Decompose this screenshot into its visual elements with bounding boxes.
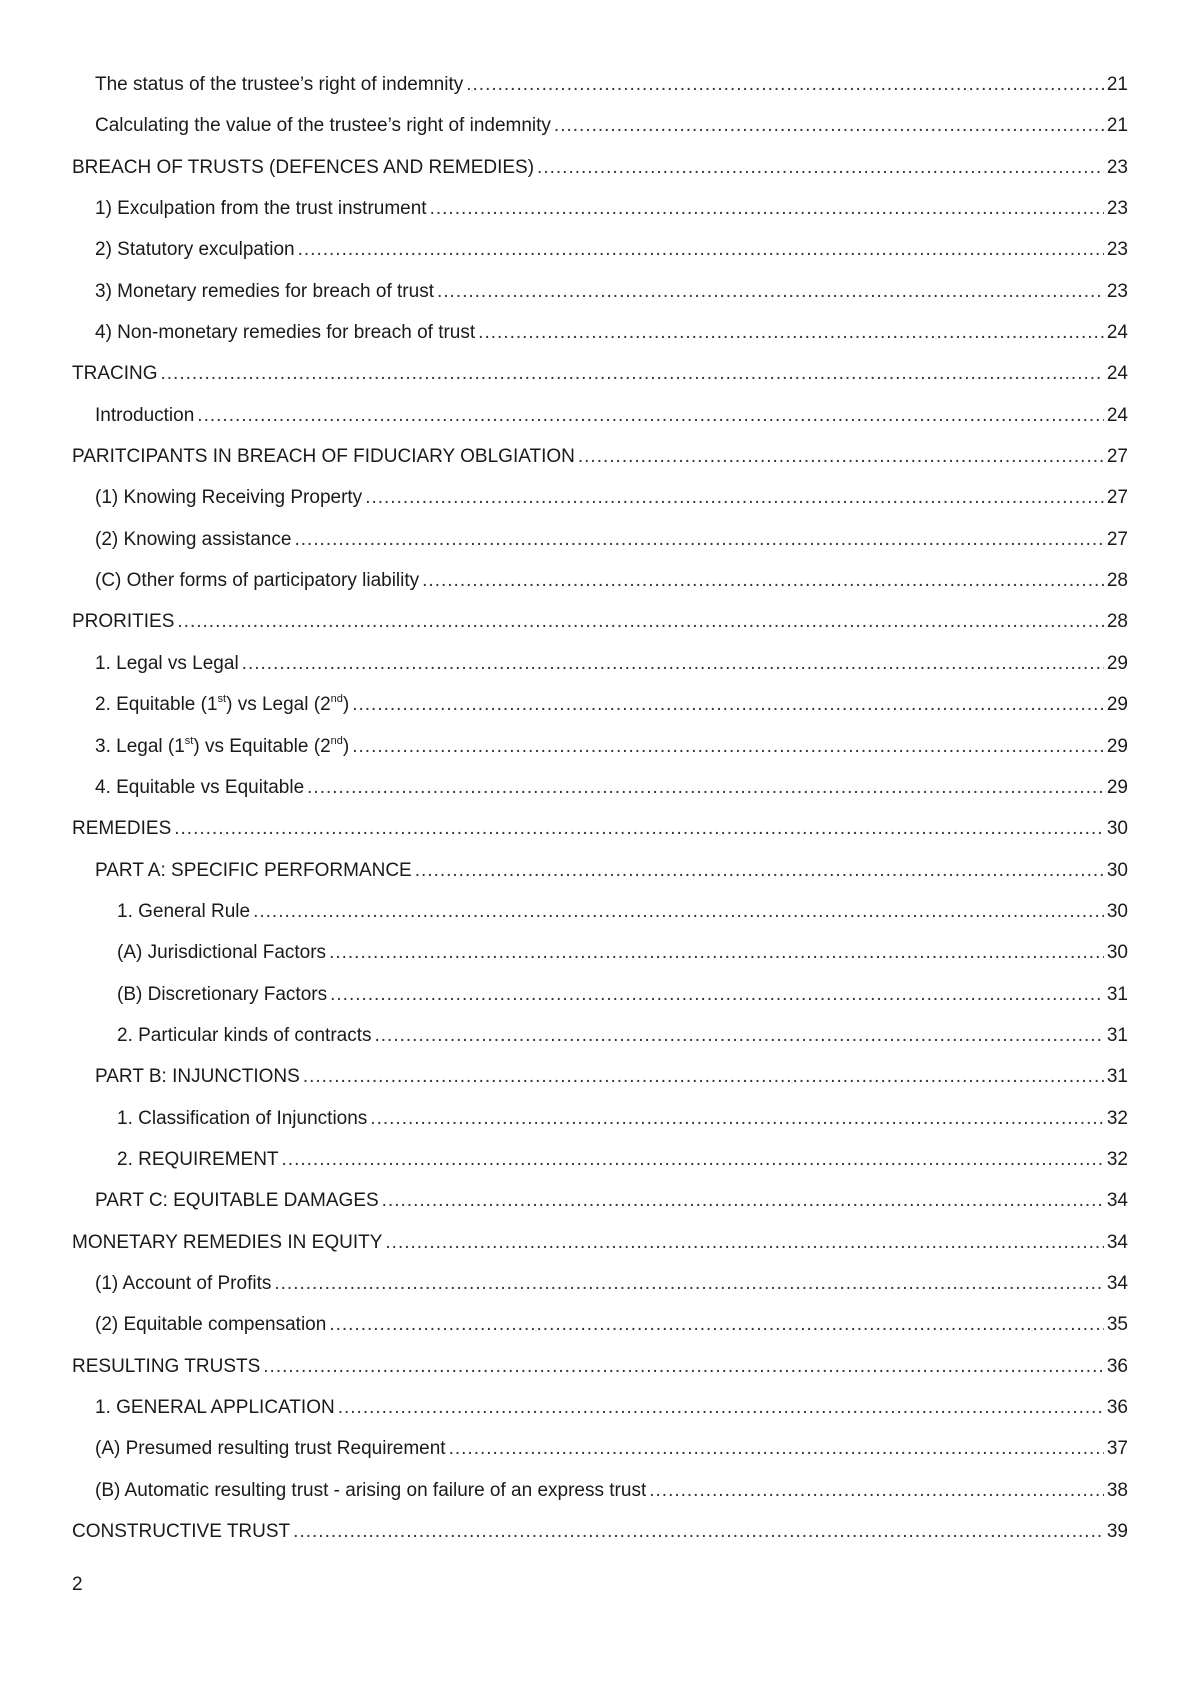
toc-entry[interactable] xyxy=(72,105,1128,146)
toc-entry-page-number: 24 xyxy=(1106,404,1128,426)
toc-entry-title: 4. Equitable vs Equitable xyxy=(95,776,305,798)
toc-entry-page-number: 32 xyxy=(1106,1148,1128,1170)
toc-entry-page-number: 30 xyxy=(1106,942,1128,964)
toc-entry[interactable] xyxy=(72,1222,1128,1263)
dot-leader xyxy=(415,850,1104,891)
toc-entry[interactable] xyxy=(72,312,1128,353)
toc-entry[interactable] xyxy=(72,1387,1128,1428)
toc-entry-page-number: 24 xyxy=(1106,322,1128,344)
dot-leader xyxy=(303,1056,1104,1097)
dot-leader xyxy=(161,353,1104,394)
toc-entry[interactable] xyxy=(72,808,1128,849)
toc-entry[interactable] xyxy=(72,1263,1128,1304)
dot-leader xyxy=(422,560,1104,601)
toc-entry-title: (2) Knowing assistance xyxy=(95,528,292,550)
toc-entry[interactable] xyxy=(72,560,1128,601)
toc-entry-title: REMEDIES xyxy=(72,818,172,840)
toc-entry-page-number: 21 xyxy=(1106,74,1128,95)
toc-entry-page-number: 24 xyxy=(1106,363,1128,385)
toc-entry-title: BREACH OF TRUSTS (DEFENCES AND REMEDIES) xyxy=(72,156,535,178)
toc-entry-page-number: 32 xyxy=(1106,1107,1128,1129)
toc-entry-title: (A) Presumed resulting trust Requirement xyxy=(95,1438,446,1460)
toc-entry-title-part: ) vs Legal (2 xyxy=(226,694,331,716)
toc-entry-title: Introduction xyxy=(95,404,195,426)
dot-leader xyxy=(329,932,1104,973)
toc-entry[interactable] xyxy=(72,601,1128,642)
toc-entry[interactable] xyxy=(72,1180,1128,1221)
dot-leader xyxy=(578,436,1104,477)
dot-leader xyxy=(466,64,1104,105)
toc-entry-title: 1. Classification of Injunctions xyxy=(117,1107,368,1129)
dot-leader xyxy=(242,643,1104,684)
toc-entry-page-number: 29 xyxy=(1106,776,1128,798)
dot-leader xyxy=(382,1180,1104,1221)
toc-entry[interactable] xyxy=(72,726,1128,767)
toc-entry-page-number: 39 xyxy=(1106,1521,1128,1543)
toc-entry-page-number: 23 xyxy=(1106,156,1128,178)
toc-entry-title: PART C: EQUITABLE DAMAGES xyxy=(95,1190,379,1212)
dot-leader xyxy=(385,1222,1103,1263)
toc-entry-title: (1) Account of Profits xyxy=(95,1272,272,1294)
toc-entry[interactable] xyxy=(72,932,1128,973)
dot-leader xyxy=(197,395,1104,436)
toc-entry-page-number: 23 xyxy=(1106,239,1128,261)
toc-entry-title: 1. GENERAL APPLICATION xyxy=(95,1397,335,1418)
dot-leader xyxy=(294,519,1103,560)
toc-entry[interactable] xyxy=(72,1139,1128,1180)
toc-entry-title: PARITCIPANTS IN BREACH OF FIDUCIARY OBLGIATION xyxy=(72,446,575,468)
toc-entry-page-number: 34 xyxy=(1106,1190,1128,1212)
toc-entry-page-number: 36 xyxy=(1106,1397,1128,1418)
dot-leader xyxy=(174,808,1104,849)
dot-leader xyxy=(375,1015,1104,1056)
toc-entry[interactable] xyxy=(72,1056,1128,1097)
toc-entry-title: PART B: INJUNCTIONS xyxy=(95,1066,300,1088)
toc-entry-title: PRORITIES xyxy=(72,611,175,633)
toc-entry[interactable] xyxy=(72,519,1128,560)
toc-entry-title: (B) Automatic resulting trust - arising on failure of an express trust xyxy=(95,1479,647,1501)
dot-leader xyxy=(430,188,1104,229)
dot-leader xyxy=(649,1470,1104,1511)
dot-leader xyxy=(282,1139,1104,1180)
toc-entry-title xyxy=(95,726,352,767)
toc-entry-title: 3) Monetary remedies for breach of trust xyxy=(95,280,434,302)
toc-entry-page-number: 27 xyxy=(1106,528,1128,550)
toc-entry-page-number: 37 xyxy=(1106,1438,1128,1460)
toc-entry-title: TRACING xyxy=(72,363,158,385)
toc-entry-title-part: ) xyxy=(342,694,350,716)
toc-entry[interactable] xyxy=(72,974,1128,1015)
dot-leader xyxy=(352,726,1104,767)
toc-entry-title-part: 2. Equitable (1 xyxy=(95,694,218,716)
toc-entry-page-number: 29 xyxy=(1106,735,1128,757)
toc-entry[interactable] xyxy=(72,1346,1128,1387)
dot-leader xyxy=(352,684,1104,725)
toc-entry-page-number: 28 xyxy=(1106,611,1128,633)
toc-entry-title: PART A: SPECIFIC PERFORMANCE xyxy=(95,859,412,881)
dot-leader xyxy=(370,1098,1104,1139)
toc-entry-page-number: 23 xyxy=(1106,198,1128,220)
toc-entry[interactable] xyxy=(72,395,1128,436)
ordinal-suffix: nd xyxy=(330,693,343,706)
toc-entry[interactable] xyxy=(72,643,1128,684)
dot-leader xyxy=(253,891,1104,932)
toc-entry-title-part: ) xyxy=(342,735,350,757)
toc-entry-title-part: ) vs Equitable (2 xyxy=(193,735,331,757)
toc-entry-title: 2) Statutory exculpation xyxy=(95,239,295,261)
toc-entry-page-number: 34 xyxy=(1106,1231,1128,1253)
toc-entry-page-number: 30 xyxy=(1106,900,1128,922)
dot-leader xyxy=(437,271,1104,312)
toc-entry[interactable] xyxy=(72,684,1128,725)
toc-entry[interactable] xyxy=(72,1304,1128,1345)
dot-leader xyxy=(263,1346,1104,1387)
toc-entry-page-number: 27 xyxy=(1106,487,1128,509)
toc-entry-title: (A) Jurisdictional Factors xyxy=(117,942,327,964)
toc-entry-page-number: 34 xyxy=(1106,1272,1128,1294)
toc-entry-title-part: 3. Legal (1 xyxy=(95,735,185,757)
toc-entry[interactable] xyxy=(72,891,1128,932)
toc-entry[interactable] xyxy=(72,1428,1128,1469)
toc-entry-page-number: 28 xyxy=(1106,570,1128,592)
toc-entry-title: CONSTRUCTIVE TRUST xyxy=(72,1521,291,1543)
toc-entry[interactable] xyxy=(72,850,1128,891)
toc-entry-title: Calculating the value of the trustee’s right of indemnity xyxy=(95,115,551,137)
toc-entry-title: 1) Exculpation from the trust instrument xyxy=(95,198,427,220)
toc-entry[interactable] xyxy=(72,1098,1128,1139)
dot-leader xyxy=(274,1263,1104,1304)
toc-entry-title: 4) Non-monetary remedies for breach of trust xyxy=(95,322,476,344)
toc-entry[interactable] xyxy=(72,1015,1128,1056)
page-number: 2 xyxy=(72,1574,83,1595)
toc-entry-page-number: 35 xyxy=(1106,1314,1128,1336)
toc-entry-page-number: 30 xyxy=(1106,859,1128,881)
toc-entry[interactable] xyxy=(72,64,1128,105)
toc-entry-page-number: 31 xyxy=(1106,1066,1128,1088)
dot-leader xyxy=(298,229,1104,270)
ordinal-suffix: st xyxy=(217,693,227,706)
dot-leader xyxy=(537,147,1104,188)
dot-leader xyxy=(554,105,1104,146)
toc-entry-title: 2. REQUIREMENT xyxy=(117,1148,279,1170)
toc-entry-title: The status of the trustee’s right of indemnity xyxy=(95,74,464,95)
dot-leader xyxy=(478,312,1104,353)
toc-entry-page-number: 23 xyxy=(1106,280,1128,302)
dot-leader xyxy=(338,1387,1104,1428)
dot-leader xyxy=(293,1511,1104,1552)
toc-entry-title: (2) Equitable compensation xyxy=(95,1314,327,1336)
dot-leader xyxy=(177,601,1103,642)
dot-leader xyxy=(449,1428,1104,1469)
ordinal-suffix: st xyxy=(184,734,194,747)
toc-entry[interactable] xyxy=(72,1470,1128,1511)
toc-entry-page-number: 38 xyxy=(1106,1479,1128,1501)
toc-entry-title: (C) Other forms of participatory liability xyxy=(95,570,420,592)
toc-entry-title: (B) Discretionary Factors xyxy=(117,983,328,1005)
toc-entry-title: 1. General Rule xyxy=(117,900,251,922)
toc-entry-title: RESULTING TRUSTS xyxy=(72,1355,261,1377)
toc-entry[interactable] xyxy=(72,147,1128,188)
toc-entry[interactable] xyxy=(72,188,1128,229)
toc-entry[interactable] xyxy=(72,436,1128,477)
toc-entry-page-number: 30 xyxy=(1106,818,1128,840)
toc-entry-page-number: 27 xyxy=(1106,446,1128,468)
toc-entry[interactable] xyxy=(72,477,1128,518)
dot-leader xyxy=(365,477,1104,518)
toc-entry-page-number: 36 xyxy=(1106,1355,1128,1377)
table-of-contents xyxy=(72,64,1128,1552)
toc-entry-page-number: 31 xyxy=(1106,1024,1128,1046)
toc-entry-title: MONETARY REMEDIES IN EQUITY xyxy=(72,1231,383,1253)
dot-leader xyxy=(330,974,1104,1015)
toc-entry-title: 2. Particular kinds of contracts xyxy=(117,1024,372,1046)
toc-entry-title xyxy=(95,684,352,725)
dot-leader xyxy=(329,1304,1104,1345)
ordinal-suffix: nd xyxy=(330,734,343,747)
toc-entry[interactable] xyxy=(72,767,1128,808)
toc-entry[interactable] xyxy=(72,1511,1128,1552)
toc-entry[interactable] xyxy=(72,229,1128,270)
toc-entry-title: (1) Knowing Receiving Property xyxy=(95,487,363,509)
toc-entry-title: 1. Legal vs Legal xyxy=(95,652,239,674)
toc-entry-page-number: 31 xyxy=(1106,983,1128,1005)
dot-leader xyxy=(307,767,1104,808)
toc-entry-page-number: 21 xyxy=(1106,115,1128,137)
toc-entry[interactable] xyxy=(72,271,1128,312)
toc-entry[interactable] xyxy=(72,353,1128,394)
toc-entry-page-number: 29 xyxy=(1106,652,1128,674)
toc-entry-page-number: 29 xyxy=(1106,694,1128,716)
